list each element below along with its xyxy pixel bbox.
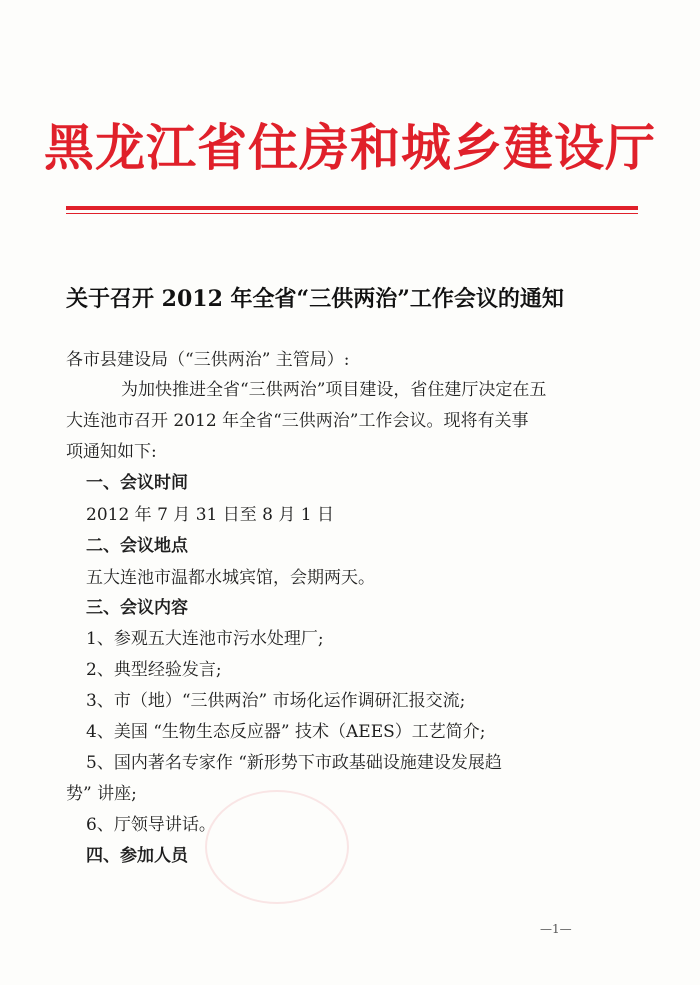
- content-item-6: 6、厅领导讲话。: [86, 815, 216, 835]
- intro-line-2: 大连池市召开 2012 年全省“三供两治”工作会议。现将有关事: [66, 411, 529, 431]
- content-item-1: 1、参观五大连池市污水处理厂;: [86, 629, 324, 649]
- content-item-4: 4、美国 “生物生态反应器” 技术（AEES）工艺简介;: [86, 722, 486, 742]
- page-number: —1—: [540, 922, 572, 936]
- letterhead-rule-thick: [66, 206, 638, 210]
- content-item-2: 2、典型经验发言;: [86, 660, 222, 680]
- document-title: 关于召开 2012 年全省“三供两治”工作会议的通知: [66, 286, 564, 312]
- intro-line-1: 为加快推进全省“三供两治”项目建设，省住建厅决定在五: [121, 380, 547, 400]
- salutation: 各市县建设局（“三供两治” 主管局）:: [66, 350, 350, 370]
- section-place-text: 五大连池市温都水城宾馆，会期两天。: [86, 568, 375, 588]
- section-time-heading: 一、会议时间: [86, 473, 188, 493]
- intro-line-3: 项通知如下:: [66, 442, 157, 462]
- section-place-heading: 二、会议地点: [86, 536, 188, 556]
- content-item-5-continued: 势” 讲座;: [66, 784, 137, 804]
- letterhead-rule-thin: [66, 213, 638, 214]
- content-item-3: 3、市（地）“三供两治” 市场化运作调研汇报交流;: [86, 691, 466, 711]
- content-item-5: 5、国内著名专家作 “新形势下市政基础设施建设发展趋: [86, 753, 502, 773]
- section-content-heading: 三、会议内容: [86, 598, 188, 618]
- section-time-text: 2012 年 7 月 31 日至 8 月 1 日: [86, 505, 334, 525]
- section-attendees-heading: 四、参加人员: [86, 846, 188, 866]
- letterhead-org-name: 黑龙江省住房和城乡建设厅: [44, 119, 656, 177]
